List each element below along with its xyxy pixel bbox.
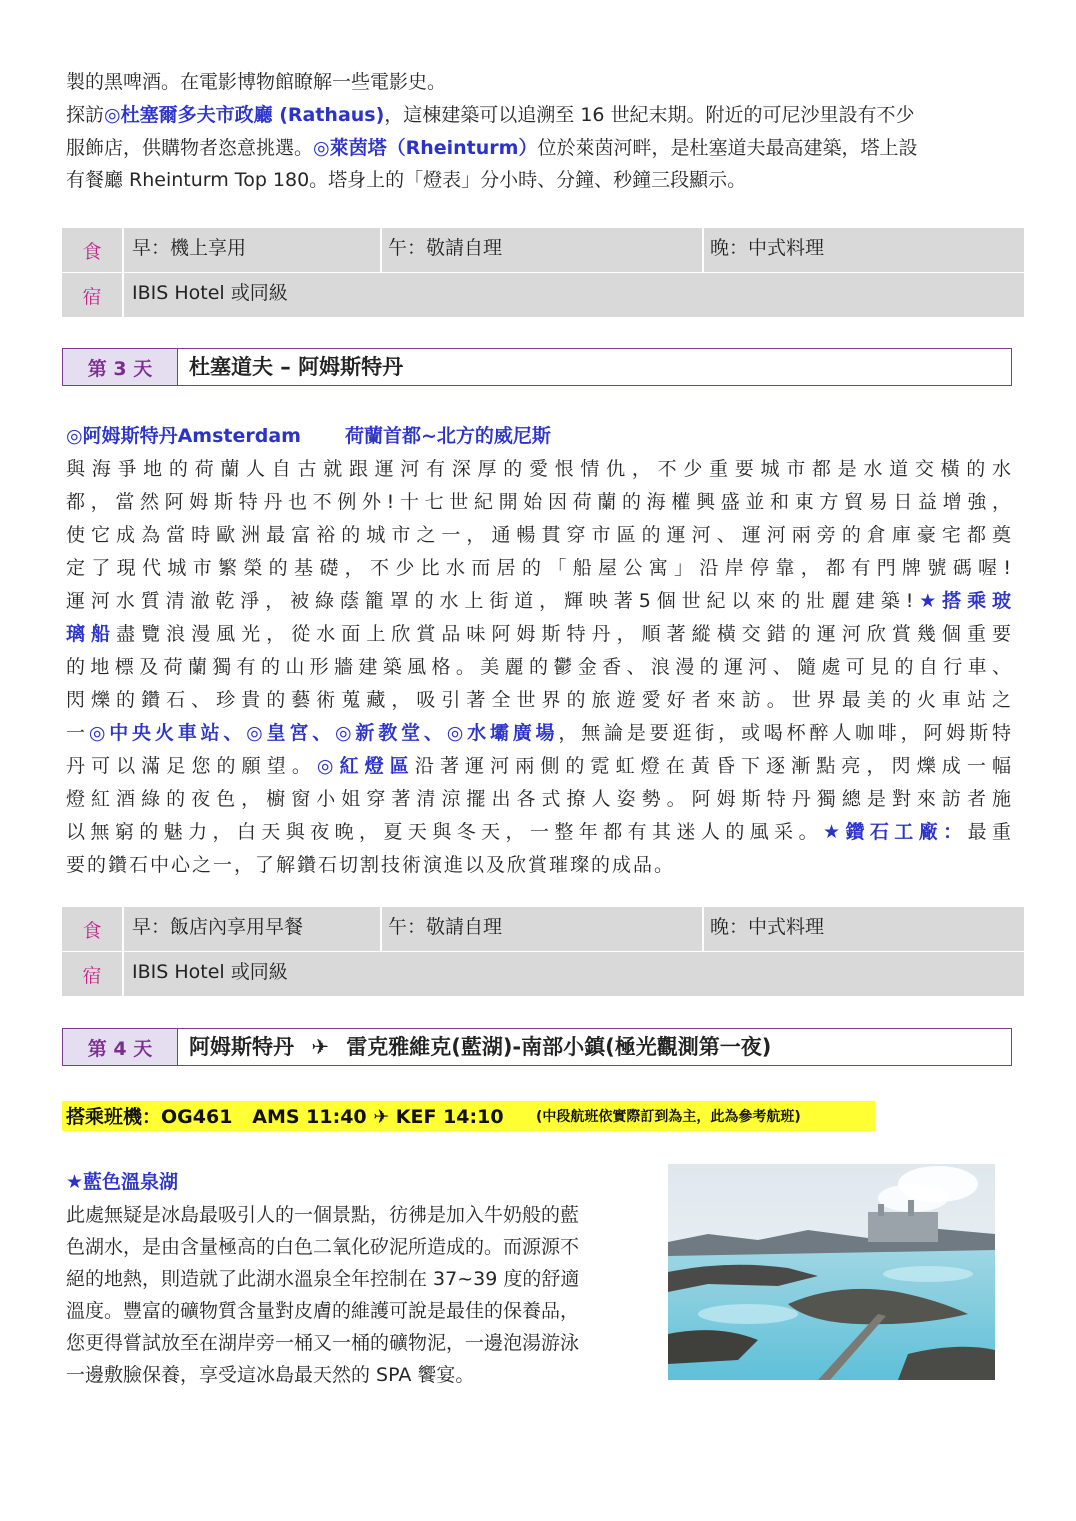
day3-line-5: 運河水質清澈乾淨，被綠蔭籠罩的水上街道，輝映著5個世紀以來的壯麗建築!★搭乘玻: [66, 590, 1011, 612]
stay-label: 宿: [62, 273, 124, 317]
breakfast-cell: 早：飯店內享用早餐: [132, 916, 304, 938]
red-light-highlight: ◎紅燈區: [316, 755, 415, 777]
day3-line-6: 璃船盡覽浪漫風光，從水面上欣賞品味阿姆斯特丹，順著縱橫交錯的運河欣賞幾個重要: [66, 623, 1011, 645]
hotel-cell: IBIS Hotel 或同級: [132, 282, 288, 304]
day3-line-10: 丹可以滿足您的願望。◎紅燈區沿著運河兩側的霓虹燈在黃昏下逐漸點亮，閃爍成一幅: [66, 755, 1011, 777]
day4-tag: 第 4 天: [63, 1029, 178, 1065]
day4-header: [62, 1028, 1012, 1066]
intro-line-2: 探訪◎杜塞爾多夫市政廳 (Rathaus)，這棟建築可以追溯至 16 世紀末期。附近的可尼沙里設有不少: [66, 104, 915, 126]
meal-label: 食: [62, 907, 124, 951]
day3-line-1: 與海爭地的荷蘭人自古就跟運河有深厚的愛恨情仇，不少重要城市都是水道交橫的水: [66, 458, 1011, 480]
hotel-cell: IBIS Hotel 或同級: [132, 961, 288, 983]
stay-label: 宿: [62, 952, 124, 996]
blue-lagoon-line-3: 絕的地熱，則造就了此湖水溫泉全年控制在 37~39 度的舒適: [66, 1268, 580, 1290]
dinner-cell: 晚：中式料理: [710, 916, 825, 938]
day3-line-13: 要的鑽石中心之一，了解鑽石切割技術演進以及欣賞璀璨的成品。: [66, 854, 676, 876]
day3-meals-table: [62, 907, 1024, 996]
glass-boat-highlight: ★搭乘玻: [913, 590, 1011, 612]
day2-meals-table: [62, 228, 1024, 317]
blue-lagoon-line-6: 一邊敷臉保養，享受這冰島最天然的 SPA 饗宴。: [66, 1364, 475, 1386]
lunch-cell: 午：敬請自理: [388, 916, 503, 938]
day3-line-12: 以無窮的魅力，白天與夜晚，夏天與冬天，一整年都有其迷人的風采。★鑽石工廠：最重: [66, 821, 1011, 843]
amsterdam-heading-a: ◎阿姆斯特丹Amsterdam: [66, 425, 301, 447]
hotel-row: [62, 273, 1024, 317]
diamond-factory-highlight: ★鑽石工廠：: [823, 821, 968, 843]
amsterdam-heading-b: 荷蘭首都~北方的威尼斯: [345, 425, 551, 447]
day3-line-2: 都，當然阿姆斯特丹也不例外!十七世紀開始因荷蘭的海權興盛並和東方貿易日益增強，: [66, 491, 1011, 513]
meal-label: 食: [62, 228, 124, 272]
intro-line-1: 製的黑啤酒。在電影博物館瞭解一些電影史。: [66, 71, 447, 93]
flight-note: (中段航班依實際訂到為主，此為參考航班): [536, 1109, 801, 1125]
flight-info-bar: [62, 1101, 875, 1131]
blue-lagoon-line-4: 溫度。豐富的礦物質含量對皮膚的維護可說是最佳的保養品，: [66, 1300, 580, 1322]
blue-lagoon-line-2: 色湖水，是由含量極高的白色二氧化矽泥所造成的。而源源不: [66, 1236, 580, 1258]
day3-line-3: 使它成為當時歐洲最富裕的城市之一，通暢貫穿市區的運河、運河兩旁的倉庫豪宅都奠: [66, 524, 1011, 546]
day3-tag: 第 3 天: [63, 349, 178, 385]
blue-lagoon-line-5: 您更得嘗試放至在湖岸旁一桶又一桶的礦物泥，一邊泡湯游泳: [66, 1332, 580, 1354]
glass-boat-highlight-2: 璃船: [66, 623, 117, 645]
landmarks-highlight: ◎中央火車站、◎皇宮、◎新教堂、◎水壩廣場: [88, 722, 559, 744]
day4-title: [189, 1029, 771, 1065]
day4-title-destination: 雷克雅維克(藍湖)-南部小鎮(極光觀測第一夜): [346, 1035, 772, 1059]
day3-line-8: 閃爍的鑽石、珍貴的藝術蒐藏，吸引著全世界的旅遊愛好者來訪。世界最美的火車站之: [66, 689, 1011, 711]
meal-row: [62, 907, 1024, 952]
day3-line-9: 一◎中央火車站、◎皇宮、◎新教堂、◎水壩廣場，無論是要逛街，或喝杯醉人咖啡，阿姆斯特: [66, 722, 1011, 744]
airplane-icon: ✈: [311, 1035, 329, 1059]
meal-row: [62, 228, 1024, 273]
day4-title-origin: 阿姆斯特丹: [189, 1035, 294, 1059]
day3-header: [62, 348, 1012, 386]
rheinturm-highlight: ◎萊茵塔（Rheinturm）: [313, 137, 538, 159]
amsterdam-heading: [66, 420, 1026, 452]
day3-line-7: 的地標及荷蘭獨有的山形牆建築風格。美麗的鬱金香、浪漫的運河、隨處可見的自行車、: [66, 656, 1011, 678]
hotel-row: [62, 952, 1024, 996]
intro-line-4: 有餐廳 Rheinturm Top 180。塔身上的「燈表」分小時、分鐘、秒鐘三段顯示。: [66, 169, 747, 191]
flight-main: 搭乘班機：OG461 AMS 11:40 ✈ KEF 14:10: [66, 1106, 504, 1128]
rathaus-highlight: ◎杜塞爾多夫市政廳 (Rathaus): [104, 104, 385, 126]
dinner-cell: 晚：中式料理: [710, 237, 825, 259]
blue-lagoon-photo: [668, 1164, 995, 1380]
intro-line-3: 服飾店，供購物者恣意挑選。◎萊茵塔（Rheinturm）位於萊茵河畔，是杜塞道夫最高建築，塔上設: [66, 137, 918, 159]
breakfast-cell: 早：機上享用: [132, 237, 247, 259]
blue-lagoon-title: ★藍色溫泉湖: [66, 1171, 179, 1193]
blue-lagoon-line-1: 此處無疑是冰島最吸引人的一個景點，彷彿是加入牛奶般的藍: [66, 1204, 580, 1226]
day3-line-4: 定了現代城市繁榮的基礎，不少比水而居的「船屋公寓」沿岸停靠，都有門牌號碼喔!: [66, 557, 1011, 579]
day3-line-11: 燈紅酒綠的夜色，櫥窗小姐穿著清涼擺出各式撩人姿勢。阿姆斯特丹獨總是對來訪者施: [66, 788, 1011, 810]
lunch-cell: 午：敬請自理: [388, 237, 503, 259]
day3-title: 杜塞道夫 – 阿姆斯特丹: [189, 355, 404, 379]
